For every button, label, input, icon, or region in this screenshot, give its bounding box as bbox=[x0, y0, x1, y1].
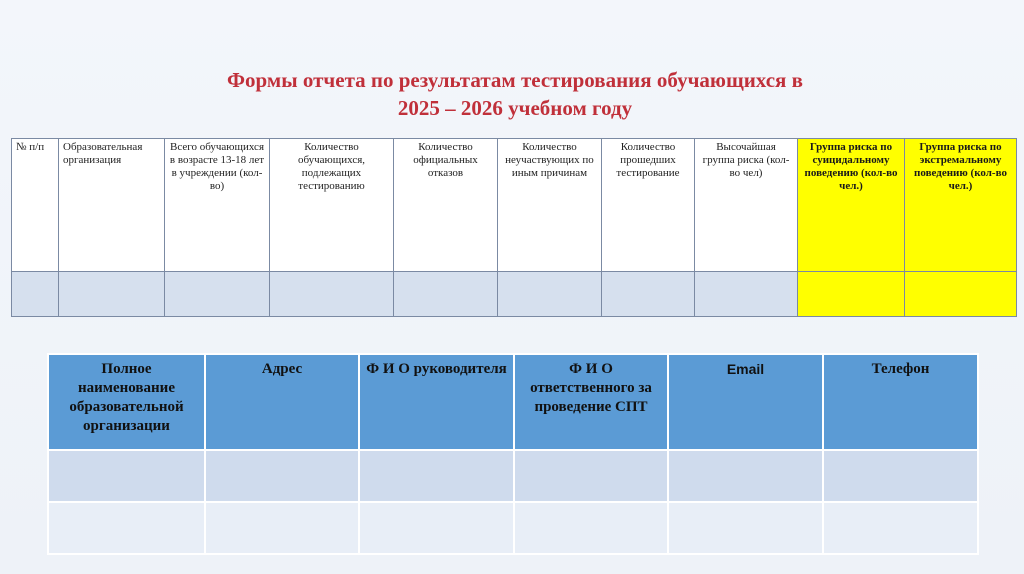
table-cell[interactable] bbox=[48, 502, 205, 554]
table-cell[interactable] bbox=[48, 450, 205, 502]
table-cell[interactable] bbox=[823, 502, 978, 554]
title-line-2: 2025 – 2026 учебном году bbox=[397, 96, 633, 120]
organization-info-table bbox=[47, 353, 979, 555]
table-row bbox=[48, 450, 978, 502]
table-cell[interactable] bbox=[359, 502, 514, 554]
column-header-responsible-name: Ф И О ответственного за проведение СПТ bbox=[514, 354, 668, 450]
table-row bbox=[48, 502, 978, 554]
column-header-full-name: Полное наименование образовательной организации bbox=[48, 354, 205, 450]
table-header-row bbox=[12, 139, 1017, 272]
column-header-tested: Количество прошедших тестирование bbox=[602, 139, 695, 272]
title-line-1: Формы отчета по результатам тестирования обучающихся в bbox=[227, 68, 803, 92]
table-cell[interactable] bbox=[59, 272, 165, 317]
report-table-testing bbox=[11, 138, 1017, 317]
column-header-extreme-risk: Группа риска по экстремальному поведению (кол-во чел.) bbox=[905, 139, 1017, 272]
table-cell[interactable] bbox=[514, 450, 668, 502]
table-cell[interactable] bbox=[205, 450, 359, 502]
column-header-address: Адрес bbox=[205, 354, 359, 450]
table-cell[interactable] bbox=[359, 450, 514, 502]
table-cell[interactable] bbox=[798, 272, 905, 317]
table-cell[interactable] bbox=[695, 272, 798, 317]
column-header-total-students: Всего обучающихся в возрасте 13-18 лет в учреждении (кол-во) bbox=[165, 139, 270, 272]
page-title bbox=[130, 66, 900, 122]
table-cell[interactable] bbox=[668, 502, 823, 554]
column-header-highest-risk: Высочайшая группа риска (кол-во чел) bbox=[695, 139, 798, 272]
table-cell[interactable] bbox=[602, 272, 695, 317]
column-header-to-be-tested: Количество обучающихся, подлежащих тестированию bbox=[270, 139, 394, 272]
table-cell[interactable] bbox=[668, 450, 823, 502]
column-header-not-participating: Количество неучаствующих по иным причинам bbox=[498, 139, 602, 272]
table-cell[interactable] bbox=[394, 272, 498, 317]
table-cell[interactable] bbox=[12, 272, 59, 317]
column-header-number: № п/п bbox=[12, 139, 59, 272]
column-header-email: Email bbox=[668, 354, 823, 450]
table-cell[interactable] bbox=[270, 272, 394, 317]
column-header-phone: Телефон bbox=[823, 354, 978, 450]
table-header-row bbox=[48, 354, 978, 450]
column-header-director-name: Ф И О руководителя bbox=[359, 354, 514, 450]
table-cell[interactable] bbox=[498, 272, 602, 317]
table-cell[interactable] bbox=[823, 450, 978, 502]
table-cell[interactable] bbox=[165, 272, 270, 317]
column-header-refusals: Количество официальных отказов bbox=[394, 139, 498, 272]
column-header-suicidal-risk: Группа риска по суицидальному поведению (кол-во чел.) bbox=[798, 139, 905, 272]
table-cell[interactable] bbox=[514, 502, 668, 554]
column-header-organization: Образовательная организация bbox=[59, 139, 165, 272]
table-cell[interactable] bbox=[905, 272, 1017, 317]
table-row bbox=[12, 272, 1017, 317]
table-cell[interactable] bbox=[205, 502, 359, 554]
